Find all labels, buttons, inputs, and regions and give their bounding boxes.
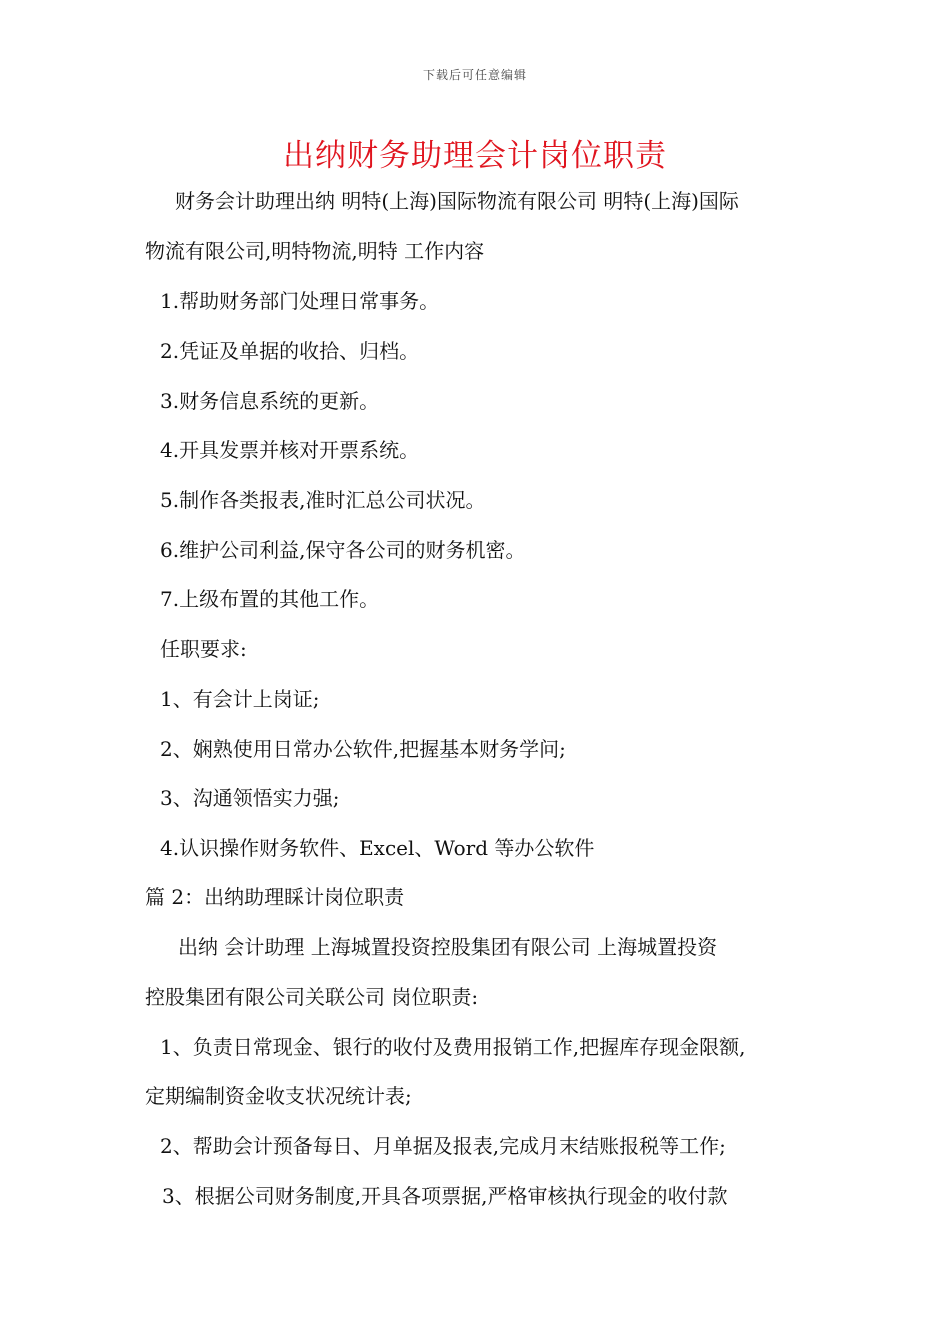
body-line: 出纳 会计助理 上海城置投资控股集团有限公司 上海城置投资 — [178, 935, 718, 959]
body-line: 2、娴熟使用日常办公软件,把握基本财务学问; — [160, 737, 566, 761]
body-line: 1、负责日常现金、银行的收付及费用报销工作,把握库存现金限额, — [160, 1035, 746, 1059]
body-line: 2、帮助会计预备每日、月单据及报表,完成月末结账报税等工作; — [160, 1134, 726, 1158]
body-line: 3、沟通领悟实力强; — [160, 786, 340, 810]
body-line: 5.制作各类报表,准时汇总公司状况。 — [160, 488, 486, 512]
body-line: 6.维护公司利益,保守各公司的财务机密。 — [160, 538, 526, 562]
body-line: 3、根据公司财务制度,开具各项票据,严格审核执行现金的收付款 — [162, 1184, 728, 1208]
header-note: 下载后可任意编辑 — [422, 68, 527, 82]
body-line: 3.财务信息系统的更新。 — [160, 389, 380, 413]
body-line: 4.开具发票并核对开票系统。 — [160, 438, 420, 462]
body-line: 1.帮助财务部门处理日常事务。 — [160, 289, 440, 313]
body-line: 4.认识操作财务软件、Excel、Word 等办公软件 — [160, 836, 595, 860]
body-line: 1、有会计上岗证; — [160, 687, 320, 711]
body-line: 控股集团有限公司关联公司 岗位职责: — [145, 985, 479, 1009]
body-line: 物流有限公司,明特物流,明特 工作内容 — [145, 239, 485, 263]
body-line: 定期编制资金收支状况统计表; — [145, 1084, 412, 1108]
body-line: 7.上级布置的其他工作。 — [160, 587, 380, 611]
body-line: 财务会计助理出纳 明特(上海)国际物流有限公司 明特(上海)国际 — [175, 189, 739, 213]
section-heading: 篇 2：出纳助理睬计岗位职责 — [145, 885, 405, 909]
body-line: 2.凭证及单据的收拾、归档。 — [160, 339, 420, 363]
page-title: 出纳财务助理会计岗位职责 — [283, 138, 667, 174]
section-heading: 任职要求: — [160, 637, 247, 661]
